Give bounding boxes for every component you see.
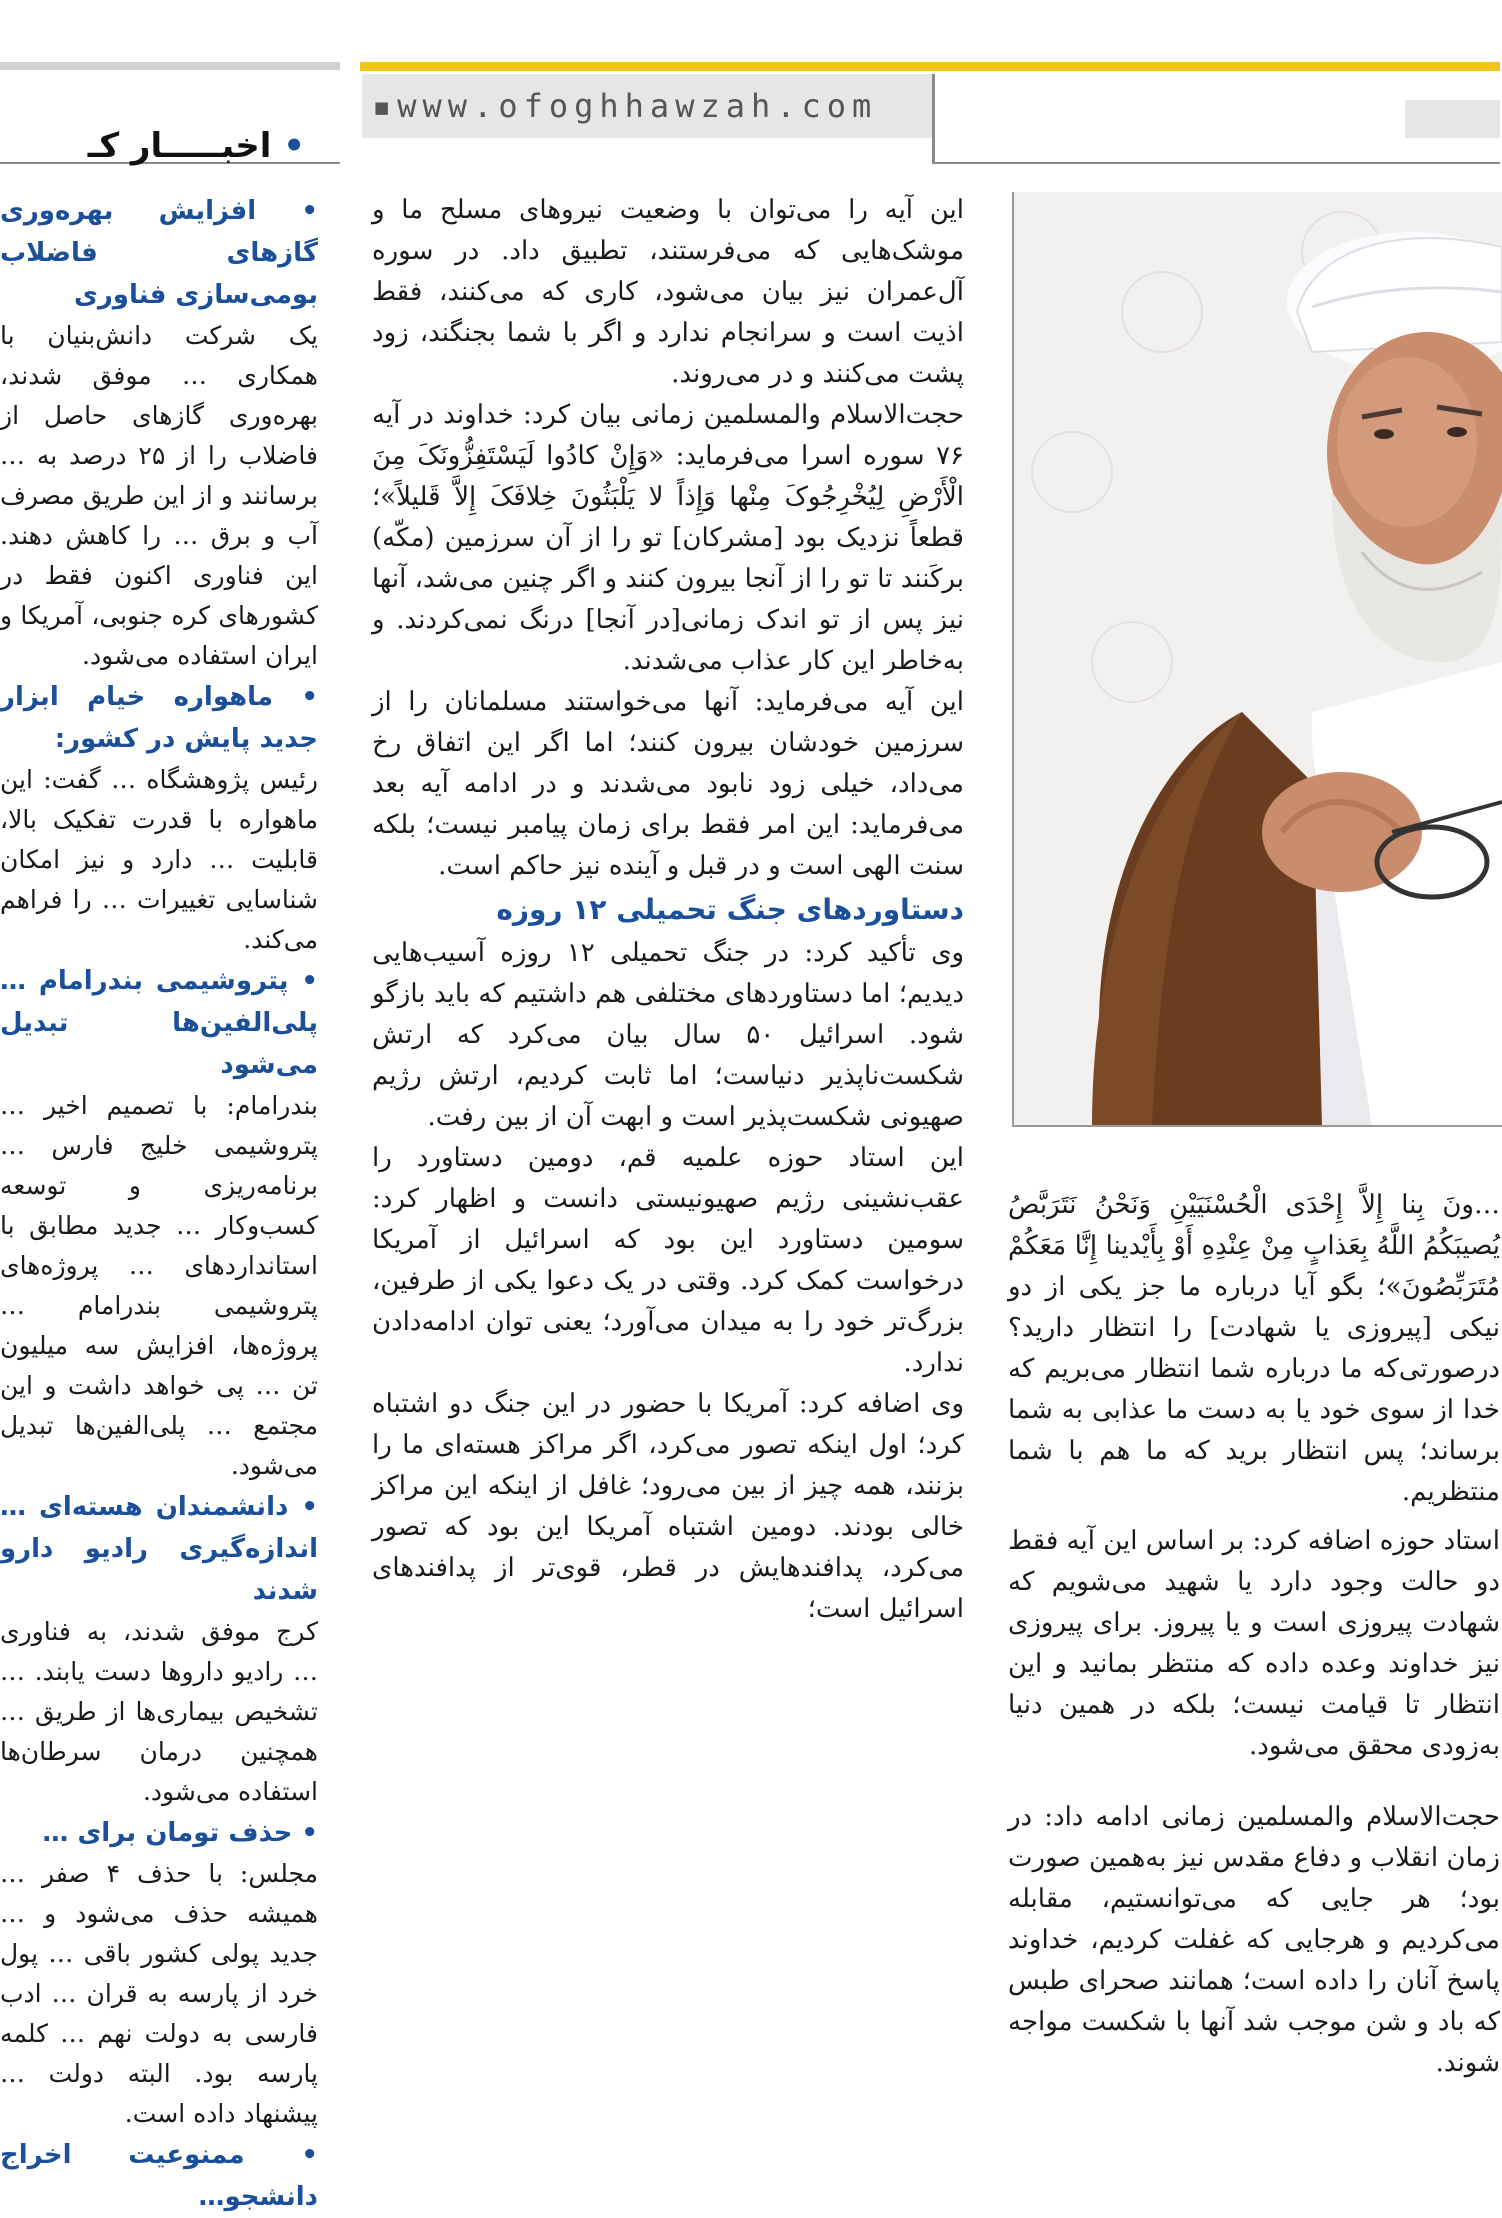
news-item bbox=[0, 190, 318, 676]
middle-paragraph: این آیه می‌فرماید: آنها می‌خواستند مسلمانان را از سرزمین خودشان بیرون کنند؛ اما اگر این اتفاق رخ می‌داد، خیلی زود نابود می‌شدند و در ادامه آیه بعد می‌فرماید: این امر فقط برای زمان پیامبر نیست؛ بلکه سنت الهی است و در قبل و آینده نیز حاکم است. bbox=[372, 687, 964, 881]
cleric-portrait-illustration bbox=[1012, 192, 1502, 1127]
news-headline: • دانشمندان هسته‌ای … اندازه‌گیری رادیو دارو شدند bbox=[0, 1492, 318, 1606]
middle-paragraph: وی تأکید کرد: در جنگ تحمیلی ۱۲ روزه آسیب‌هایی دیدیم؛ اما دستاوردهای مختلفی هم داشتیم که باید بازگو شود. اسرائیل ۵۰ سال بیان می‌کرد که ارتش شکست‌ناپذیر دنیاست؛ اما ثابت کردیم، ارتش رژیم صهیونی شکست‌پذیر است و ابهت آن از بین رفت. bbox=[372, 938, 964, 1132]
right-paragraph: …ونَ بِنا إِلاَّ إِحْدَی الْحُسْنَیَیْنِ وَنَحْنُ نَتَرَبَّصُ یُصیبَکُمُ اللَّهُ بِعَذابٍ مِنْ عِنْدِهِ أَوْ بِأَیْدینا إِنَّا مَعَکُمْ مُتَرَبِّصُونَ»؛ بگو آیا درباره ما جز یکی از دو نیکی [پیروزی یا شهادت] را انتظار دارید؟ درصورتی‌که ما درباره شما انتظار می‌بریم که خدا از سوی خود یا به دست ما عذابی به شما برساند؛ پس انتظار برید که ما هم با شما منتظریم. bbox=[1008, 1190, 1500, 1507]
news-body: کرج موفق شدند، به فناوری … رادیو داروها دست یابند. … تشخیص بیماری‌ها از طریق … همچنین درمان سرطان‌ها استفاده می‌شود. bbox=[0, 1617, 318, 1806]
header-rule bbox=[935, 162, 1500, 164]
news-item bbox=[0, 676, 318, 960]
news-headline: • ماهواره خیام ابزار جدید پایش در کشور: bbox=[0, 682, 318, 754]
left-top-rule bbox=[0, 62, 340, 70]
news-headline: • ممنوعیت اخراج دانشجو… bbox=[0, 2140, 318, 2212]
photo-frame-bottom bbox=[1012, 1125, 1502, 1127]
news-body: بندرامام: با تصمیم اخیر … پتروشیمی خلیج فارس … برنامه‌ریزی و توسعه کسب‌وکار … جدید مطابق با استانداردهای … پروژه‌های پتروشیمی بندرامام … پروژه‌ها، افزایش سه میلیون تن … پی خواهد داشت و این مجتمع … پلی‌الفین‌ها تبدیل می‌شود. bbox=[0, 1091, 318, 1480]
news-item bbox=[0, 1486, 318, 1812]
portrait-photo-icon bbox=[1012, 192, 1502, 1127]
middle-paragraph: این آیه را می‌توان با وضعیت نیروهای مسلح ما و موشک‌هایی که می‌فرستند، تطبیق داد. در سوره آل‌عمران نیز بیان می‌شود، کاری که می‌کنند، فقط اذیت است و سرانجام ندارد و اگر با شما بجنگند، زود پشت می‌کنند و در می‌روند. bbox=[372, 195, 964, 389]
news-body: مجلس: با حذف ۴ صفر … همیشه حذف می‌شود و … جدید پولی کشور باقی … پول خرد از پارسه به قران … ادب فارسی به دولت نهم … کلمه پارسه بود. البته دولت … پیشنهاد داده است. bbox=[0, 1859, 318, 2128]
middle-paragraph: این استاد حوزه علمیه قم، دومین دستاورد را عقب‌نشینی رژیم صهیونیستی دانست و اظهار کرد: سومین دستاورد این بود که اسرائیل از آمریکا درخواست کمک کرد. وقتی در یک دعوا یکی از طرفین، بزرگ‌تر خود را به میدان می‌آورد؛ یعنی توان ادامه‌دادن ندارد. bbox=[372, 1143, 964, 1378]
section-title: • اخبـــــار کـ bbox=[87, 126, 305, 166]
middle-column bbox=[372, 190, 964, 2112]
website-url: ▪www.ofoghhawzah.com bbox=[362, 74, 932, 138]
news-body: رئیس پژوهشگاه … گفت: این ماهواره با قدرت تفکیک بالا، قابلیت … دارد و نیز امکان شناسایی تغییرات … را فراهم می‌کند. bbox=[0, 765, 318, 954]
section-subheading: دستاوردهای جنگ تحمیلی ۱۲ روزه bbox=[496, 893, 964, 926]
accent-top-bar bbox=[360, 62, 1500, 71]
news-column bbox=[0, 190, 318, 2212]
news-item bbox=[0, 1812, 318, 2134]
header-divider bbox=[932, 74, 935, 164]
news-headline: • حذف تومان برای … bbox=[42, 1818, 318, 1848]
header-grey-block bbox=[1405, 100, 1500, 138]
news-headline: • پتروشیمی بندرامام … پلی‌الفین‌ها تبدیل می‌شود bbox=[0, 966, 318, 1080]
website-url-text: www.ofoghhawzah.com bbox=[397, 87, 878, 125]
news-item bbox=[0, 960, 318, 1486]
right-paragraph: حجت‌الاسلام والمسلمین زمانی ادامه داد: در زمان انقلاب و دفاع مقدس نیز به‌همین صورت بود؛ هر جایی که می‌توانستیم، مقابله می‌کردیم و هرجایی که غفلت کردیم، خداوند پاسخ آنان را داده است؛ همانند صحرای طبس که باد و شن موجب شد آنها با شکست مواجه شوند. bbox=[1008, 1802, 1500, 2078]
right-column bbox=[1008, 1185, 1500, 2112]
news-body: یک شرکت دانش‌بنیان با همکاری … موفق شدند، بهره‌وری گازهای حاصل از فاضلاب را از ۲۵ درصد به … برسانند و از این طریق مصرف آب و برق … را کاهش دهند. این فناوری اکنون فقط در کشورهای کره جنوبی، آمریکا و ایران استفاده می‌شود. bbox=[0, 321, 318, 670]
photo-frame-left bbox=[1012, 192, 1014, 1127]
middle-paragraph: حجت‌الاسلام والمسلمین زمانی بیان کرد: خداوند در آیه ۷۶ سوره اسرا می‌فرماید: «وَإِنْ کادُوا لَیَسْتَفِزُّونَکَ مِنَ الْأَرْضِ لِیُخْرِجُوکَ مِنْها وَإِذاً لا یَلْبَثُونَ خِلافَکَ إِلاَّ قَلیلاً»؛ قطعاً نزدیک بود [مشرکان] تو را از آن سرزمین (مکّه) برکَنند تا تو را از آنجا بیرون کنند و اگر چنین می‌شد، آنها نیز پس از تو اندک زمانی[در آنجا] درنگ نمی‌کردند. و به‌خاطر این کار عذاب می‌شدند. bbox=[372, 400, 964, 676]
news-item bbox=[0, 2134, 318, 2218]
middle-paragraph: وی اضافه کرد: آمریکا با حضور در این جنگ دو اشتباه کرد؛ اول اینکه تصور می‌کرد، اگر مراکز هسته‌ای ما را بزنند، همه چیز از بین می‌رود؛ غافل از اینکه این مراکز خالی بودند. دومین اشتباه آمریکا این بود که تصور می‌کرد، پدافندهایش در قطر، قوی‌تر از پدافندهای اسرائیل است؛ bbox=[372, 1389, 964, 1624]
news-headline: • افزایش بهره‌وری گازهای فاضلاب بومی‌سازی فناوری bbox=[0, 196, 318, 310]
right-paragraph: استاد حوزه اضافه کرد: بر اساس این آیه فقط دو حالت وجود دارد یا شهید می‌شویم که شهادت پیروزی است و یا پیروز. برای پیروزی نیز خداوند وعده داده که منتظر بمانید و این انتظار تا قیامت نیست؛ بلکه در همین دنیا به‌زودی محقق می‌شود. bbox=[1008, 1526, 1500, 1761]
